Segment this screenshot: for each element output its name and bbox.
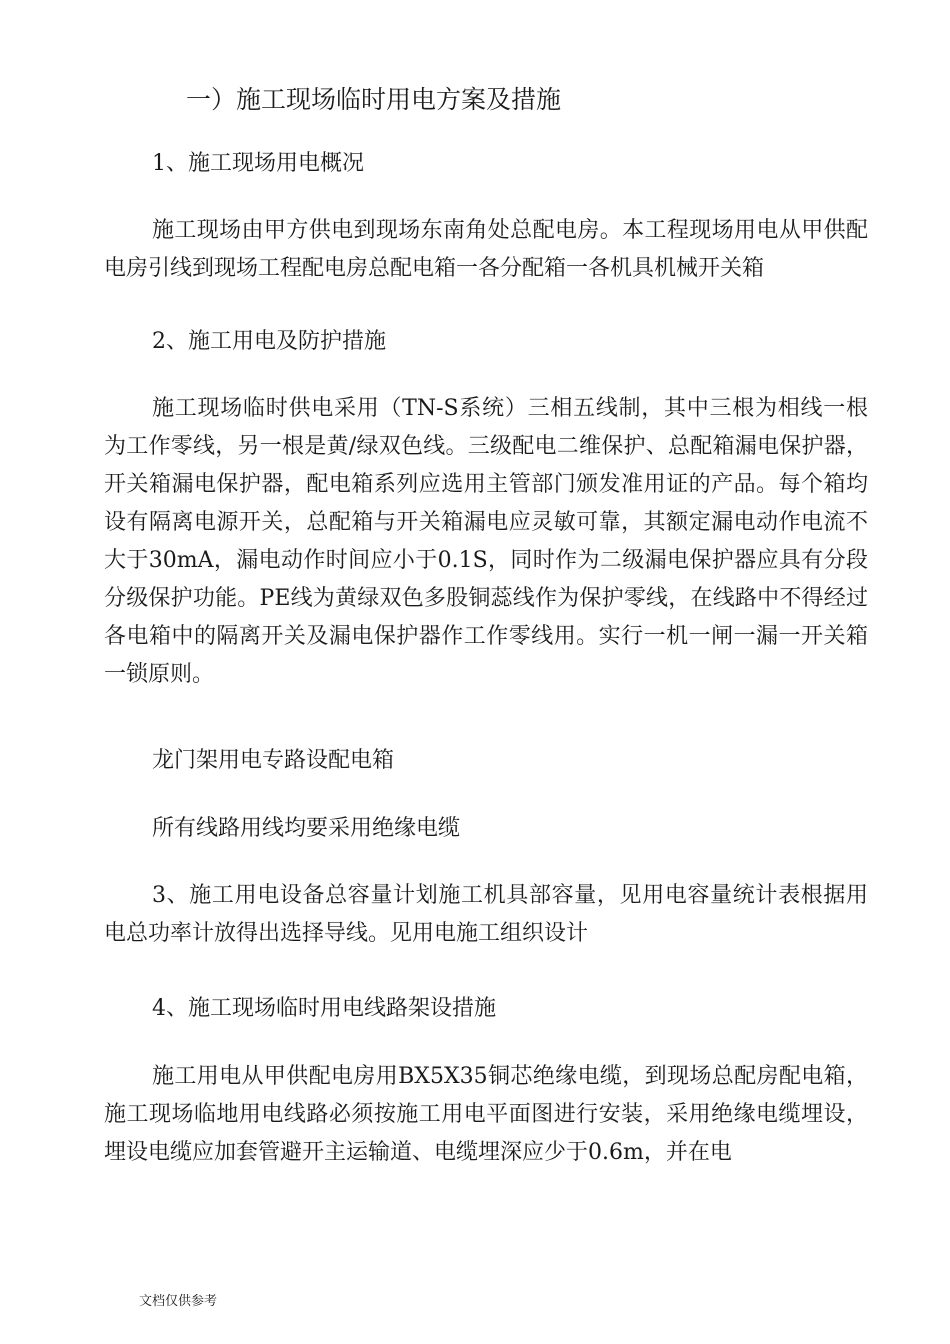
paragraph-line-installation: 施工用电从甲供配电房用BX5X35铜芯绝缘电缆，到现场总配房配电箱，施工现场临地用电线路必须按施工用电平面图进行安装，采用绝缘电缆埋设，埋设电缆应加套管避开主运输道、电缆埋深应少于0.6m，并在电 (104, 1064, 868, 1165)
section-heading: 一）施工现场临时用电方案及措施 (186, 85, 562, 114)
paragraph-protection-measures: 施工现场临时供电采用（TN-S系统）三相五线制，其中三根为相线一根为工作零线，另一根是黄/绿双色线。三级配电二维保护、总配箱漏电保护器，开关箱漏电保护器，配电箱系列应选用主管部门颁发准用证的产品。每个箱均设有隔离电源开关，总配箱与开关箱漏电应灵敏可靠，其额定漏电动作电流不大于30mA，漏电动作时间应小于0.1S，同时作为二级漏电保护器应具有分段分级保护功能。PE线为黄绿双色多股铜蕊线作为保护零线，在线路中不得经过各电箱中的隔离开关及漏电保护器作工作零线用。实行一机一闸一漏一开关箱一锁原则。 (104, 396, 868, 687)
paragraph-insulated-cables: 所有线路用线均要采用绝缘电缆 (152, 816, 461, 841)
subheading-1: 1、施工现场用电概况 (152, 151, 364, 176)
paragraph-power-overview: 施工现场由甲方供电到现场东南角处总配电房。本工程现场用电从甲供配电房引线到现场工程配电房总配电箱一各分配箱一各机具机械开关箱 (104, 218, 868, 281)
paragraph-equipment-capacity: 3、施工用电设备总容量计划施工机具部容量，见用电容量统计表根据用电总功率计放得出选择导线。见用电施工组织设计 (104, 883, 868, 946)
subheading-2: 2、施工用电及防护措施 (152, 329, 386, 354)
footer-note: 文档仅供参考 (139, 1294, 218, 1309)
paragraph-gantry-distribution: 龙门架用电专路设配电箱 (152, 748, 395, 773)
subheading-4: 4、施工现场临时用电线路架设措施 (152, 996, 496, 1021)
